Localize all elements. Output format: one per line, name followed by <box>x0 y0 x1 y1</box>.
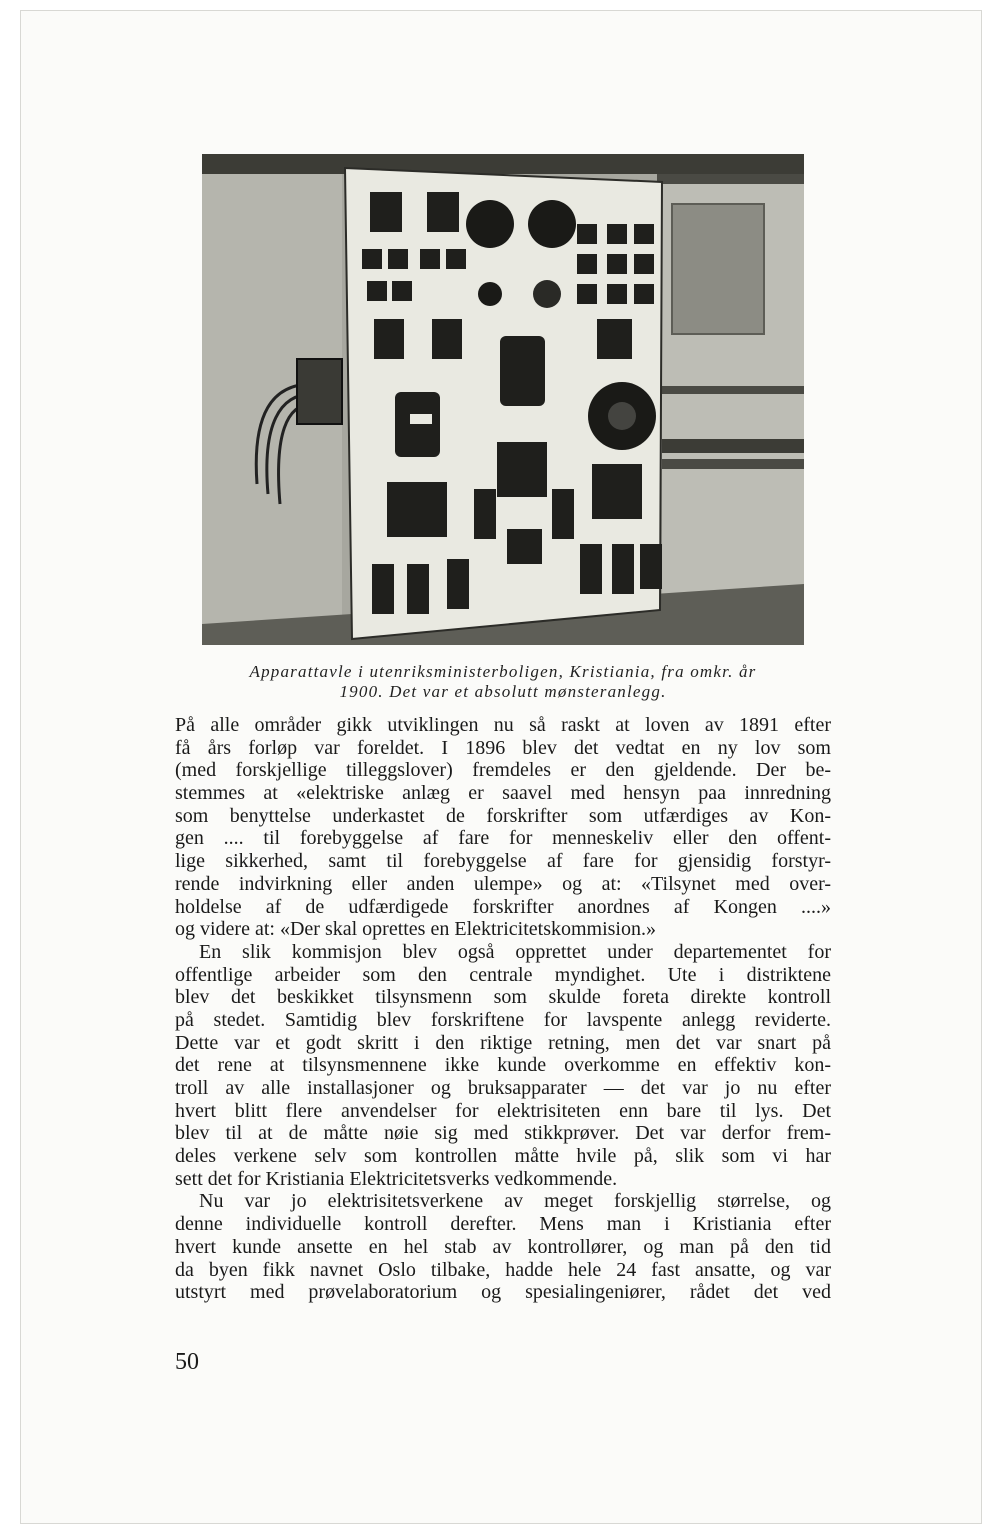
text-line: det rene at tilsynsmennene ikke kunde overkomme en effektiv kon- <box>175 1054 831 1077</box>
text-line: En slik kommisjon blev også opprettet under departementet for <box>199 940 831 963</box>
page-number: 50 <box>175 1349 199 1375</box>
text-line: lige sikkerhed, samt til forebyggelse af fare for gjensidig forstyr- <box>175 850 831 873</box>
text-line: hvert kunde ansette en hel stab av kontrollører, og man på den tid <box>175 1235 831 1258</box>
text-line: Dette var et godt skritt i den riktige retning, men det var snart på <box>175 1031 831 1054</box>
text-line: blev det beskikket tilsynsmenn som skulde foreta direkte kontroll <box>175 986 831 1009</box>
text-line: stemmes at «elektriske anlæg er saavel med hensyn paa innredning <box>175 782 831 805</box>
text-line: gen .... til forebyggelse af fare for menneskeliv eller den offent- <box>175 827 831 850</box>
text-line: da byen fikk navnet Oslo tilbake, hadde hele 24 fast ansatte, og var <box>175 1258 831 1281</box>
text-line: på stedet. Samtidig blev forskriftene for lavspente anlegg reviderte. <box>175 1008 831 1031</box>
text-line: Nu var jo elektrisitetsverkene av meget forskjellig størrelse, og <box>199 1190 831 1213</box>
body-text <box>175 714 831 1304</box>
text-line: og videre at: «Der skal oprettes en Elektricitetskommision.» <box>175 918 656 941</box>
text-line: rende indvirkning eller anden ulempe» og at: «Tilsynet med over- <box>175 872 831 895</box>
switchboard-photo <box>202 154 804 645</box>
figure-caption <box>175 662 831 702</box>
caption-line: 1900. Det var et absolutt mønsteranlegg. <box>339 682 667 701</box>
text-line: utstyrt med prøvelaboratorium og spesialingeniører, rådet det ved <box>175 1281 831 1304</box>
text-line: deles verkene selv som kontrollen måtte hvile på, slik som vi har <box>175 1145 831 1168</box>
text-line: (med forskjellige tilleggslover) fremdeles er den gjeldende. Der be- <box>175 759 831 782</box>
text-line: holdelse af de udfærdigede forskrifter anordnes af Kongen ....» <box>175 895 831 918</box>
text-line: sett det for Kristiania Elektricitetsverks vedkommende. <box>175 1167 618 1190</box>
text-line: På alle områder gikk utviklingen nu så raskt at loven av 1891 efter <box>175 714 831 736</box>
text-line: troll av alle installasjoner og bruksapparater — det var jo nu efter <box>175 1077 831 1099</box>
caption-line: Apparattavle i utenriksministerboligen, Kristiania, fra omkr. år <box>249 662 757 681</box>
text-line: hvert blitt flere anvendelser for elektrisiteten enn bare til lys. Det <box>175 1099 831 1122</box>
text-line: offentlige arbeider som den centrale myndighet. Ute i distriktene <box>175 963 831 986</box>
text-line: få års forløp var foreldet. I 1896 blev det vedtat en ny lov som <box>175 736 831 759</box>
text-line: denne individuelle kontroll derefter. Mens man i Kristiania efter <box>175 1213 831 1236</box>
text-line: som benyttelse underkastet de forskrifter som utfærdiges av Kon- <box>175 804 831 827</box>
text-line: blev til at de måtte nøie sig med stikkprøver. Det var derfor frem- <box>175 1122 831 1145</box>
